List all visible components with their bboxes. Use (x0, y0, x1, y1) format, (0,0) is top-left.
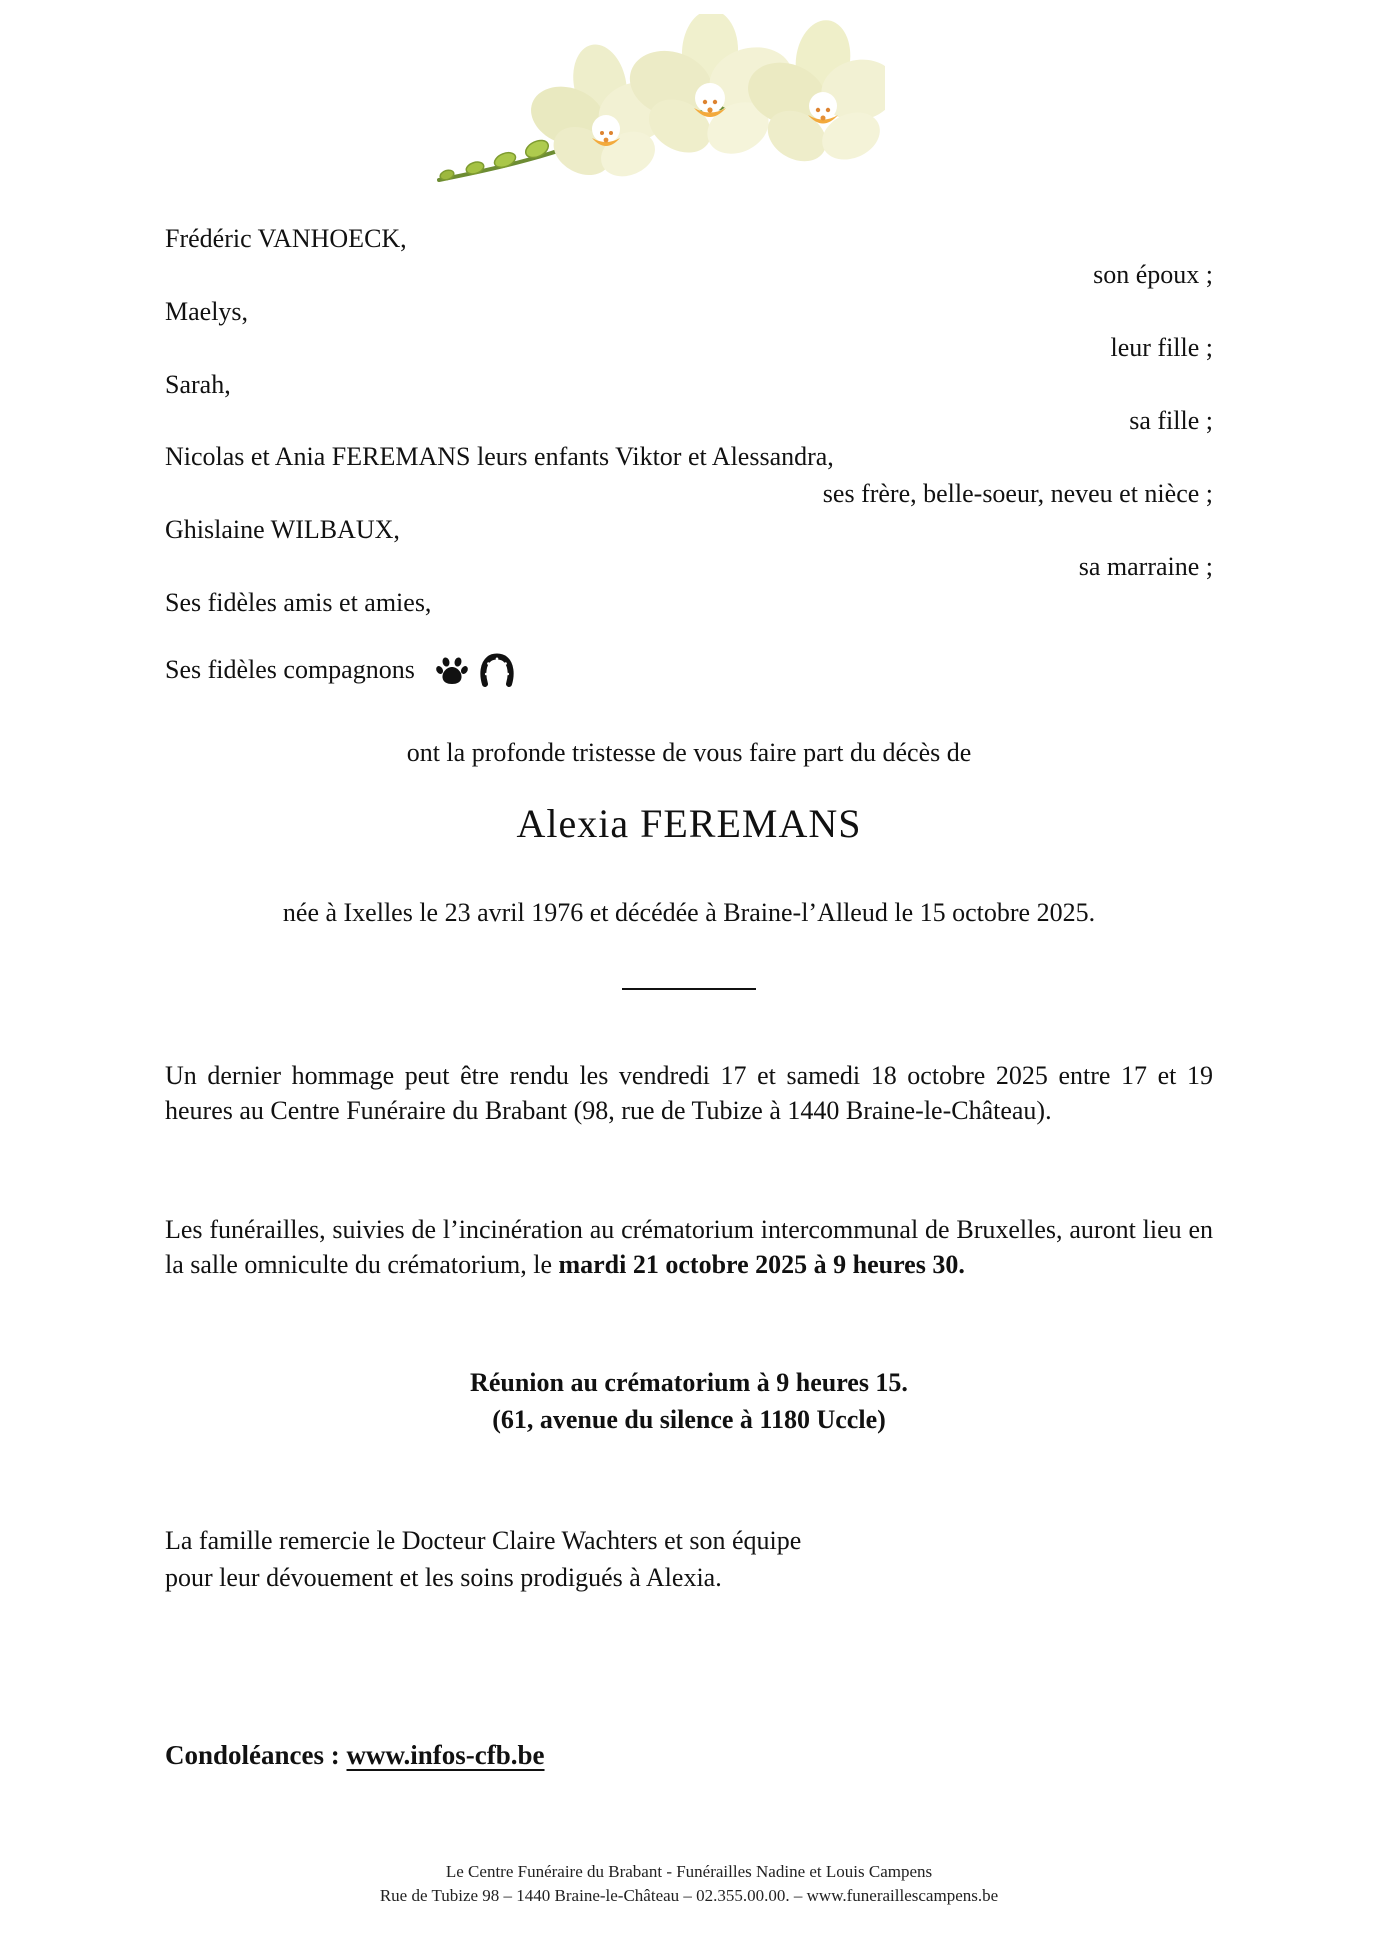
funeral-paragraph (165, 1212, 1213, 1282)
footer-line2: Rue de Tubize 98 – 1440 Braine-le-Château – 02.355.00.00. – www.funeraillescampens.be (379, 1886, 999, 1905)
paw-icon (435, 653, 469, 687)
family-relation: ses frère, belle-soeur, neveu et nièce ; (822, 478, 1213, 508)
funeral-paragraph-text: Les funérailles, suivies de l’incinération au crématorium intercommunal de Bruxelles, auront lieu en la salle omniculte du crématorium, le (165, 1215, 1213, 1279)
family-relation: son époux ; (1093, 260, 1213, 290)
horseshoe-icon (479, 652, 515, 688)
announcement-sentence: ont la profonde tristesse de vous faire part du décès de (406, 738, 972, 767)
thanks-line1: La famille remercie le Docteur Claire Wachters et son équipe (165, 1526, 802, 1555)
family-list (165, 224, 1213, 692)
family-name-compagnons (165, 648, 1213, 692)
family-name: Sarah, (165, 369, 231, 399)
condolences-line (165, 1740, 545, 1771)
family-name: Ses fidèles compagnons (165, 655, 415, 685)
condolences-label: Condoléances : (165, 1740, 347, 1770)
thanks-block (165, 1522, 1213, 1596)
section-divider (622, 988, 756, 990)
viewing-paragraph: Un dernier hommage peut être rendu les vendredi 17 et samedi 18 octobre 2025 entre 17 et 19 heures au Centre Funéraire du Brabant (98, rue de Tubize à 1440 Braine-le-Château). (165, 1061, 1213, 1125)
family-name: Nicolas et Ania FEREMANS leurs enfants Viktor et Alessandra, (165, 442, 834, 472)
pet-icons (435, 652, 515, 688)
family-name: Frédéric VANHOECK, (165, 224, 407, 253)
family-name: Ghislaine WILBAUX, (165, 515, 400, 545)
footer-line1: Le Centre Funéraire du Brabant - Funérailles Nadine et Louis Campens (445, 1862, 933, 1881)
life-dates: née à Ixelles le 23 avril 1976 et décédée à Braine-l’Alleud le 15 octobre 2025. (282, 898, 1096, 927)
reunion-line2: (61, avenue du silence à 1180 Uccle) (492, 1405, 886, 1434)
thanks-line2: pour leur dévouement et les soins prodigués à Alexia. (165, 1563, 722, 1592)
funeral-home-footer (100, 1860, 1278, 1908)
funeral-date-bold: mardi 21 octobre 2025 à 9 heures 30. (558, 1250, 965, 1279)
family-relation: leur fille ; (1110, 333, 1213, 363)
orchid-right (739, 17, 885, 172)
deceased-name: Alexia FEREMANS (516, 801, 862, 846)
family-relation: sa marraine ; (1078, 551, 1213, 581)
reunion-line1: Réunion au crématorium à 9 heures 15. (470, 1368, 908, 1397)
reunion-block (165, 1364, 1213, 1438)
family-relation: sa fille ; (1129, 405, 1213, 435)
family-name: Ses fidèles amis et amies, (165, 587, 432, 617)
condolences-link[interactable]: www.infos-cfb.be (346, 1740, 545, 1770)
orchid-flower-image (425, 14, 885, 194)
family-name: Maelys, (165, 296, 249, 326)
